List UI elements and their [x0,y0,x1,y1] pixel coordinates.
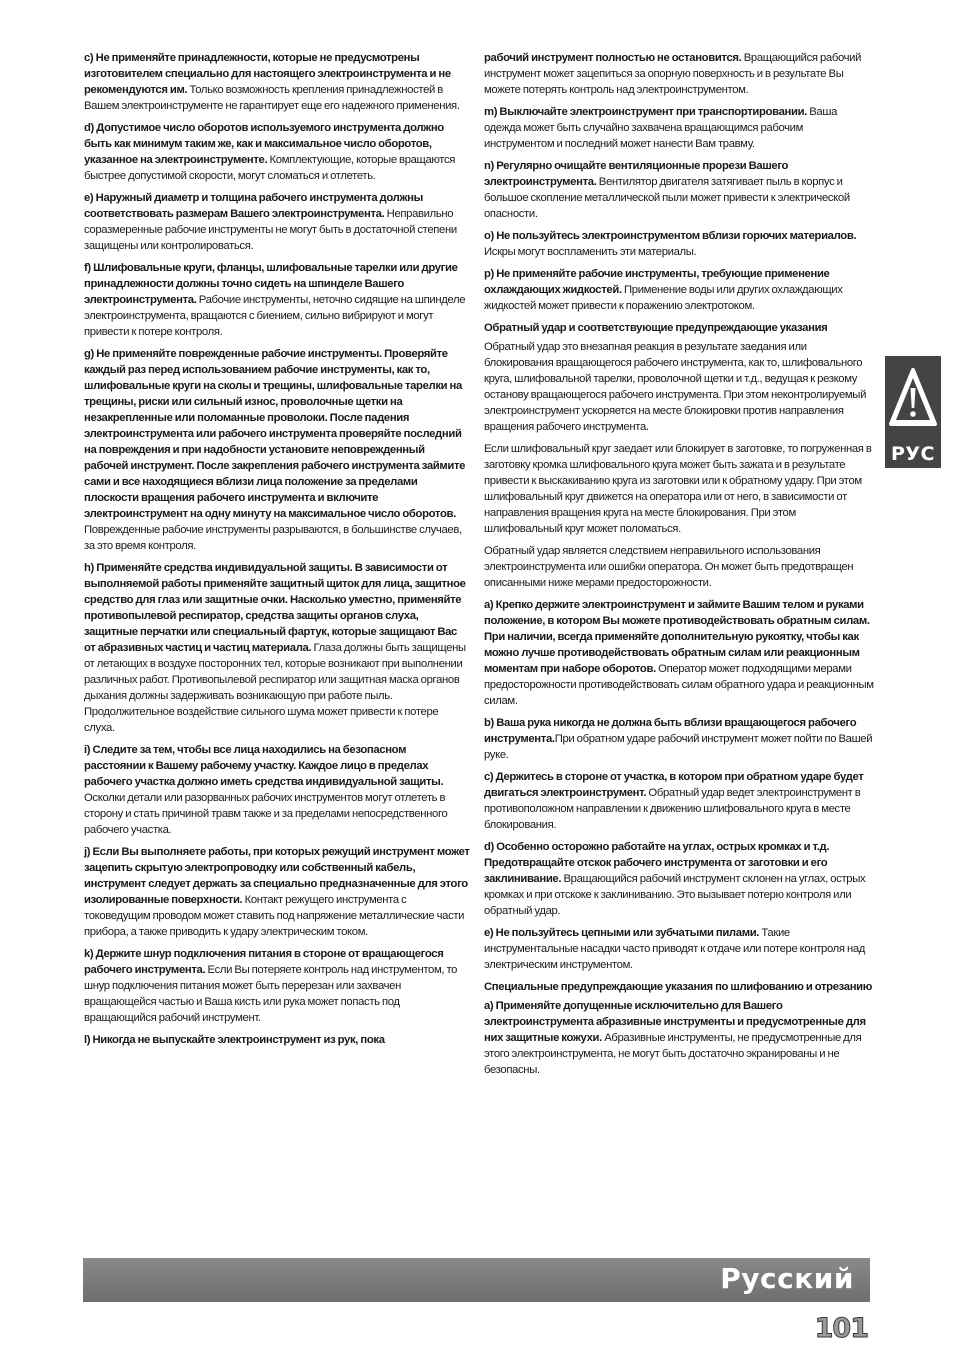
paragraph [84,742,470,838]
paragraph [84,560,470,736]
paragraph-lead: c) Не применяйте принадлежности, которые не предусмотрены изготовителем специально для настоящего электроинструмента и не рекомендуются им. [84,52,451,96]
paragraph-lead: a) Применяйте допущенные исключительно для Вашего электроинструмента абразивные инструменты и предусмотренные для них защитные кожухи. [484,1000,866,1044]
warning-triangle-icon [887,364,939,430]
paragraph-body: Рабочие инструменты, неточно сидящие на шпинделе электроинструмента, вращаются с биением, сильно вибрируют и могут привести к потере контроля. [84,294,466,338]
section-title: Русский [720,1262,854,1295]
paragraph-lead: j) Если Вы выполняете работы, при которых режущий инструмент может зацепить скрытую электропроводку или собственный кабель, инструмент следует держать за специально предназначенные для этого изолированные поверхности. [84,846,470,906]
language-tab-label: РУС [890,443,936,465]
paragraph-body: Обратный удар ведет электроинструмент в противоположном направлении к движению шлифовального круга в месте блокирования. [484,787,861,831]
paragraph-lead: p) Не применяйте рабочие инструменты, требующие применение охлаждающих жидкостей. [484,268,830,296]
paragraph-body: Поврежденные рабочие инструменты разрываются, в большинстве случаев, за это время контроля. [84,524,462,552]
section-heading: Обратный удар и соответствующие предупреждающие указания [484,322,828,334]
paragraph-lead: e) Не пользуйтесь цепными или зубчатыми пилами. [484,927,760,939]
paragraph-body: Обратный удар это внезапная реакция в результате заедания или блокирования вращающегося рабочего инструмента, как то, шлифовального круга, шлифовальной тарелки, проволочной щетки и т.д., ведущая к резкому останову вращающегося рабочего инструмента. При этом неконтролируемый электроинструмент ускоряется на месте блокировки против направления вращения рабочего инструмента. [484,341,867,433]
paragraph-body: Неправильно соразмеренные рабочие инструменты не могут быть в достаточной степени защищены или контролироваться. [84,208,457,252]
paragraph [484,441,874,537]
paragraph-lead: d) Особенно осторожно работайте на углах, острых кромках и т.д. Предотвращайте отскок рабочего инструмента от заготовки и его заклинивание. [484,841,830,885]
paragraph [84,190,470,254]
paragraph [484,228,874,260]
paragraph-lead: k) Держите шнур подключения питания в стороне от вращающегося рабочего инструмента. [84,948,444,976]
paragraph-lead: a) Крепко держите электроинструмент и займите Вашим телом и руками положение, в котором Вы можете противодействовать обратным силам. При наличии, всегда применяйте дополнительную рукоятку, чтобы как можно лучше противодействовать обратным силам или реакционным моментам при наборе оборотов. [484,599,870,675]
paragraph-body: Вентилятор двигателя затягивает пыль в корпус и большое скопление металлической пыли может привести к электрической опасности. [484,176,850,220]
page-number: 101 [814,1313,868,1344]
paragraph [484,543,874,591]
paragraph-lead: d) Допустимое число оборотов используемого инструмента должно быть как минимум таким же, как и максимальное число оборотов, указанное на электроинструменте. [84,122,444,166]
language-tab [885,356,941,468]
paragraph-body: Такие инструментальные насадки часто приводят к отдаче или потере контроля над электрическим инструментом. [484,927,866,971]
paragraph-lead: h) Применяйте средства индивидуальной защиты. В зависимости от выполняемой работы применяйте защитный щиток для лица, защитное средство для глаз или защитные очки. Насколько уместно, применяйте противопылевой респиратор, средства защиты органов слуха, защитные перчатки или специальный фартук, которые защищают Вас от абразивных частиц и частиц материала. [84,562,466,654]
paragraph [84,946,470,1026]
paragraph-body: Оператор может подходящими мерами предосторожности противодействовать силам обратного удара и реакционным силам. [484,663,874,707]
paragraph [84,1032,470,1048]
footer-band [83,1258,870,1302]
paragraph-body: Если шлифовальный круг заедает или блокирует в заготовке, то погруженная в заготовку кромка шлифовального круга может быть зажата и в результате привести к выскакиванию круга из заготовки или к обратному удару. При этом шлифовальный круг движется на оператора или от него, в зависимости от направления вращения круга на месте блокирования. При этом шлифовальный круг может поломаться. [484,443,872,535]
paragraph [484,339,874,435]
paragraph [484,769,874,833]
paragraph [484,597,874,709]
paragraph [484,715,874,763]
paragraph [484,266,874,314]
paragraph-body: При обратном ударе рабочий инструмент может пойти по Вашей руке. [484,733,873,761]
paragraph-body: Осколки детали или разорванных рабочих инструментов могут отлететь в сторону и стать причиной травм также и за пределами непосредственного рабочего участка. [84,792,448,836]
paragraph-body: Контакт режущего инструмента с токоведущим проводом может ставить под напряжение металлические части прибора, а также приводить к удару электрическим током. [84,894,465,938]
paragraph [484,839,874,919]
paragraph-body: Вращающийся рабочий инструмент склонен на углах, острых кромках и при отскоке к заклиниванию. Это вызывает потерю контроля или обратный удар. [484,873,866,917]
paragraph-lead: o) Не пользуйтесь электроинструментом вблизи горючих материалов. [484,230,857,242]
paragraph-body: Применение воды или других охлаждающих жидкостей может привести к поражению электротоком. [484,284,843,312]
paragraph [484,998,874,1078]
left-column [84,50,470,1054]
paragraph-lead: n) Регулярно очищайте вентиляционные прорези Вашего электроинструмента. [484,160,789,188]
paragraph-body: Абразивные инструменты, не предусмотренные для этого электроинструмента, не могут быть достаточно экранированы и не безопасны. [484,1032,862,1076]
paragraph [484,104,874,152]
paragraph-body: Если Вы потеряете контроль над инструментом, то шнур подключения питания может быть перерезан или захвачен вращающейся частью и Ваша кисть или рука может попасть под вращающийся рабочий инструмент. [84,964,458,1024]
paragraph-body: Обратный удар является следствием неправильного использования электроинструмента или ошибки оператора. Он может быть предотвращен описанными ниже мерами предосторожности. [484,545,854,589]
paragraph [484,50,874,98]
paragraph-lead: e) Наружный диаметр и толщина рабочего инструмента должны соответствовать размерам Вашего электроинструмента. [84,192,423,220]
paragraph-lead: c) Держитесь в стороне от участка, в котором при обратном ударе будет двигаться электроинструмент. [484,771,864,799]
section-heading: Специальные предупреждающие указания по шлифованию и отрезанию [484,981,873,993]
paragraph [84,260,470,340]
paragraph [84,844,470,940]
paragraph-lead: g) Не применяйте поврежденные рабочие инструменты. Проверяйте каждый раз перед использованием рабочие инструменты, как то, шлифовальные круги на сколы и трещины, шлифовальные тарелки на трещины, риски или сильный износ, проволочные щетки на незакрепленные или поломанные проволоки. После падения электроинструмента или рабочего инструмента проверяйте последний на повреждения и при надобности установите неповрежденный рабочей инструмент. После закрепления рабочего инструмента займите сами и все находящиеся вблизи лица положение за пределами плоскости вращения рабочего инструмента и включите электроинструмент на одну минуту на максимальное число оборотов. [84,348,466,520]
paragraph-lead: b) Ваша рука никогда не должна быть вблизи вращающегося рабочего инструмента. [484,717,857,745]
paragraph-lead: l) Никогда не выпускайте электроинструмент из рук, пока [84,1034,385,1046]
paragraph-lead: i) Следите за тем, чтобы все лица находились на безопасном расстоянии к Вашему рабочему участку. Каждое лицо в пределах рабочего участка должно иметь средства индивидуальной защиты. [84,744,444,788]
paragraph-body: Вращающийся рабочий инструмент может зацепиться за опорную поверхность и в результате Вы можете потерять контроль над электроинструментом. [484,52,862,96]
paragraph-lead: рабочий инструмент полностью не остановится. [484,52,742,64]
paragraph-lead: f) Шлифовальные круги, фланцы, шлифовальные тарелки или другие принадлежности должны точно сидеть на шпинделе Вашего электроинструмента. [84,262,458,306]
right-column [484,50,874,1084]
paragraph [484,158,874,222]
paragraph [84,346,470,554]
paragraph-body: Глаза должны быть защищены от летающих в воздухе посторонних тел, которые возникают при выполнении различных работ. Противопылевой респиратор или защитная маска органов дыхания должны задерживать возникающую при работе пыль. Продолжительное воздействие сильного шума может привести к потере слуха. [84,642,466,734]
paragraph [84,120,470,184]
paragraph-body: Комплектующие, которые вращаются быстрее допустимой скорости, могут сломаться и отлететь. [84,154,456,182]
paragraph-body: Искры могут воспламенить эти материалы. [484,246,697,258]
paragraph [84,50,470,114]
paragraph-lead: m) Выключайте электроинструмент при транспортировании. [484,106,807,118]
paragraph-body: Только возможность крепления принадлежностей в Вашем электроинструменте не гарантирует еще его надежного применения. [84,84,460,112]
paragraph-body: Ваша одежда может быть случайно захвачена вращающимся рабочим инструментом и последний может нанести Вам травму. [484,106,838,150]
paragraph [484,925,874,973]
